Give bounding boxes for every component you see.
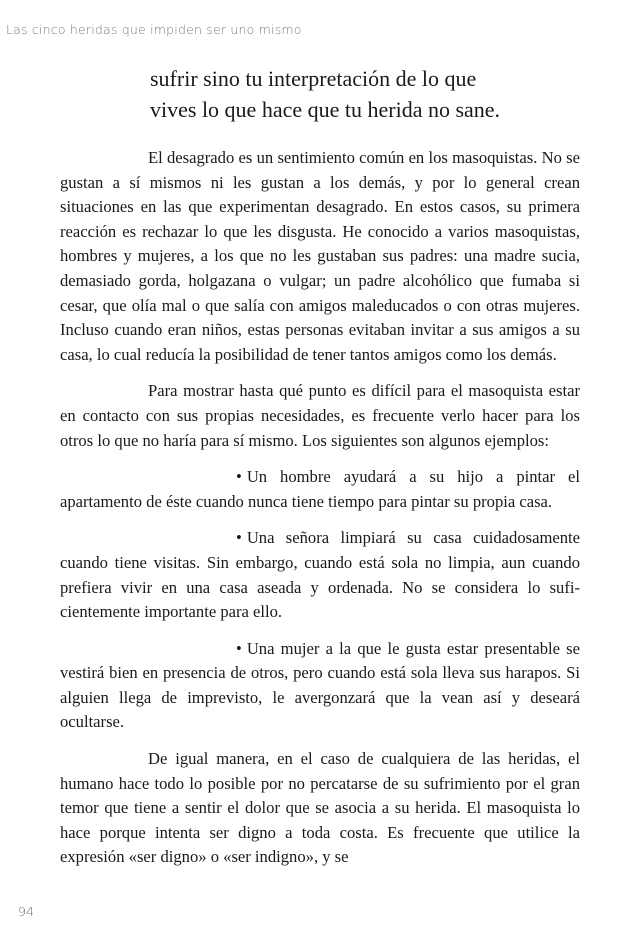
paragraph-3: De igual manera, en el caso de cualquiera de las heridas, el humano hace todo lo posible por no percatarse de su sufrimiento por el gran temor que tiene a sentir el dolor que se asocia a su herida. El masoquista lo hace porque intenta ser digno a toda costa. Es frecuente que utilice la expresión «ser digno» o «ser indigno», y se	[60, 749, 580, 867]
bullet-icon: •	[236, 638, 242, 658]
bullet-item-2	[60, 526, 580, 624]
running-header: Las cinco heridas que impiden ser uno mismo	[6, 22, 302, 37]
bullet-icon: •	[236, 528, 242, 548]
bullet-icon: •	[236, 467, 242, 487]
paragraph-1: El desagrado es un sentimiento común en los masoquistas. No se gustan a sí mismos ni les gustan a los demás, y por lo general crean situaciones en las que experimentan desagrado. En estos casos, su primera reacción es rechazar lo que les disgusta. He conocido a varios masoquistas, hombres y mujeres, a los que no les gustaban sus padres: una madre sucia, demasiado gorda, holgazana o vulgar; un padre alcohólico que fumaba si cesar, que olía mal o que salía con amigos maleducados o con otras mujeres. Incluso cuando eran niños, estas personas evitaban invitar a sus amigos a su casa, lo cual reducía la posibilidad de tener tantos amigos como los demás.	[60, 148, 580, 364]
paragraph-2: Para mostrar hasta qué punto es difícil para el masoquista estar en contacto con sus propias necesidades, es frecuente verlo hacer para los otros lo que no haría para sí mismo. Los siguientes son algunos ejemplos:	[60, 381, 580, 450]
bullet-item-text: Un hombre ayudará a su hijo a pintar el apartamento de éste cuando nunca tiene tiempo para pintar su propia casa.	[60, 467, 580, 511]
bullet-item-text: Una mujer a la que le gusta estar presentable se vestirá bien en presencia de otros, pero cuando está sola lleva sus harapos. Si alguien llega de imprevisto, le avergonzará que la vean así y deseará ocultarse.	[60, 638, 580, 732]
bullet-item-text: Una señora limpiará su casa cuidadosamente cuando tiene visitas. Sin embargo, cuando está sola no limpia, aun cuando prefiera vivir en una casa aseada y ordenada. No se considera lo suficientemente importante para ello.	[60, 528, 580, 622]
body-text	[60, 146, 580, 882]
pull-quote	[150, 63, 570, 125]
pull-quote-line-1: sufrir sino tu interpretación de lo que	[150, 66, 477, 91]
bullet-item-3	[60, 637, 580, 735]
page-number: 94	[18, 904, 34, 919]
bullet-item-1	[60, 465, 580, 514]
pull-quote-line-2: vives lo que hace que tu herida no sane.	[150, 97, 501, 122]
